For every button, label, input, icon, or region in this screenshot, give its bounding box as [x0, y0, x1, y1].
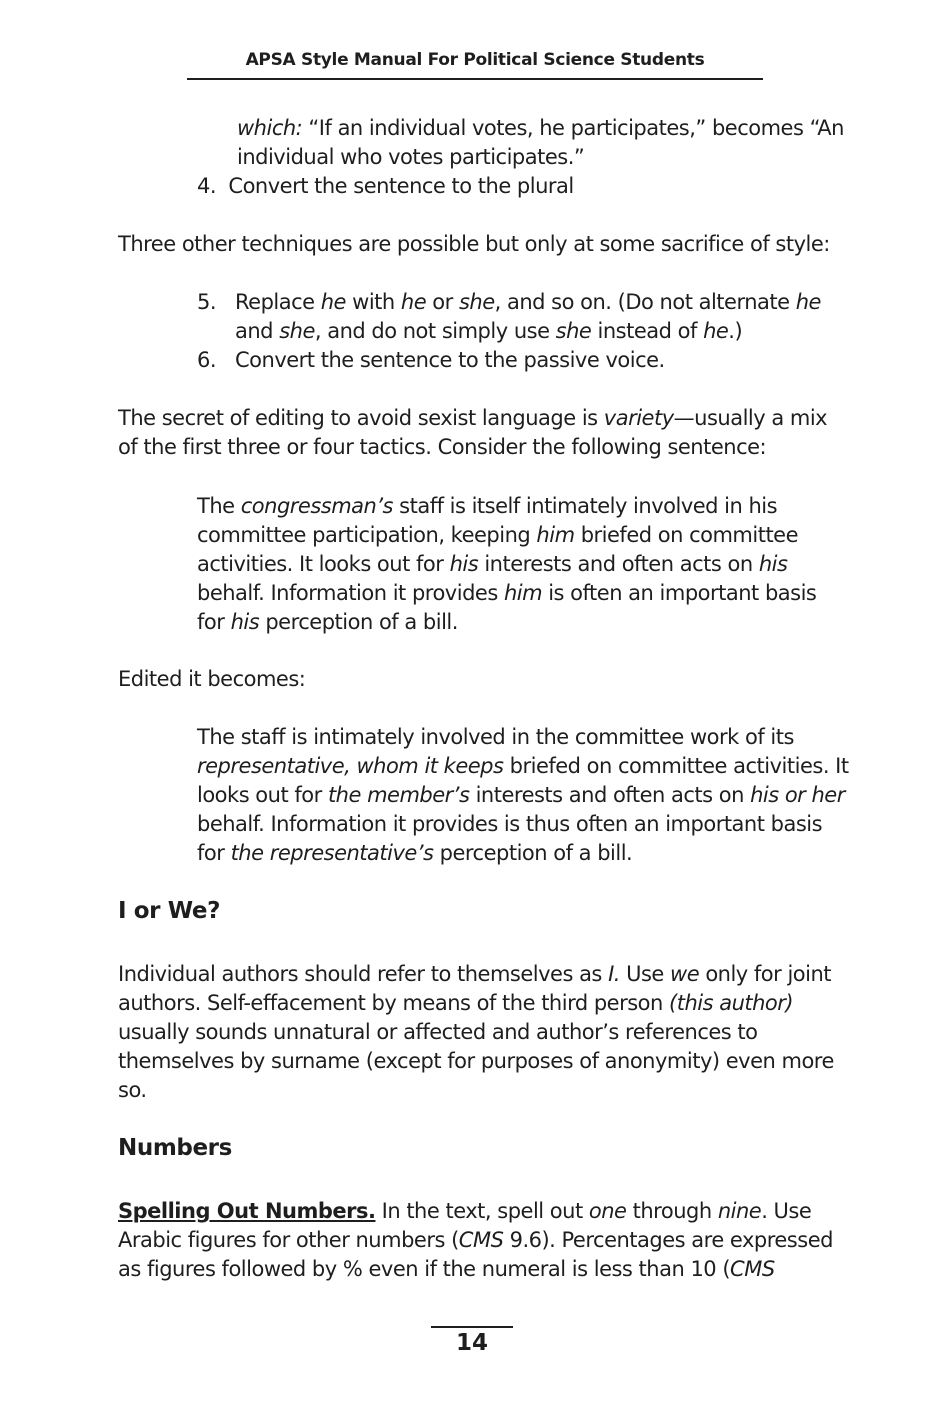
paragraph-secret: The secret of editing to avoid sexist language is variety—usually a mix of the first three or four tactics. Consider the following sentence: [118, 406, 828, 459]
paragraph-spelling-numbers: Spelling Out Numbers. In the text, spell out one through nine. Use Arabic figures for other numbers (CMS 9.6). Percentages are expressed as figures followed by % even if the numeral is less than 10 (CMS [118, 1199, 833, 1281]
paragraph-three-other: Three other techniques are possible but only at some sacrifice of style: [118, 232, 830, 256]
paragraph-i-or-we: Individual authors should refer to themselves as I. Use we only for joint authors. Self-effacement by means of the third person (this author) usually sounds unnatural or affected and author’s references to themselves by surname (except for purposes of anonymity) even more so. [118, 962, 834, 1102]
header-rule [187, 78, 763, 80]
section-heading-i-or-we: I or We? [118, 898, 221, 924]
list-item-6 [197, 346, 665, 375]
running-header: APSA Style Manual For Political Science Students [245, 50, 705, 70]
paragraph-edited: Edited it becomes: [118, 667, 306, 691]
run-in-heading: Spelling Out Numbers. [118, 1199, 376, 1223]
list-number: 6. [197, 348, 217, 372]
list-text: Convert the sentence to the passive voice. [235, 348, 665, 372]
list-item-5: 5. Replace he with he or she, and so on. (Do not alternate he and she, and do not simply use she instead of he.) [197, 290, 821, 343]
footer-rule [431, 1326, 513, 1328]
list-item-3-continuation: which: “If an individual votes, he participates,” becomes “An individual who votes participates.” [237, 116, 844, 169]
page-number: 14 [455, 1330, 488, 1356]
list-item-4 [197, 172, 574, 201]
list-number: 4. [197, 174, 217, 198]
section-heading-numbers: Numbers [118, 1135, 232, 1161]
list-text: Convert the sentence to the plural [228, 174, 574, 198]
list-number: 5. [197, 290, 217, 314]
block-quote-edited: The staff is intimately involved in the committee work of its representative, whom it keeps briefed on committee activities. It looks out for the member’s interests and often acts on his or her behalf. Information it provides is thus often an important basis for the representative’s perception of a bill. [197, 725, 849, 865]
block-quote-original: The congressman’s staff is itself intimately involved in his committee participation, keeping him briefed on committee activities. It looks out for his interests and often acts on his behalf. Information it provides him is often an important basis for his perception of a bill. [197, 494, 817, 634]
